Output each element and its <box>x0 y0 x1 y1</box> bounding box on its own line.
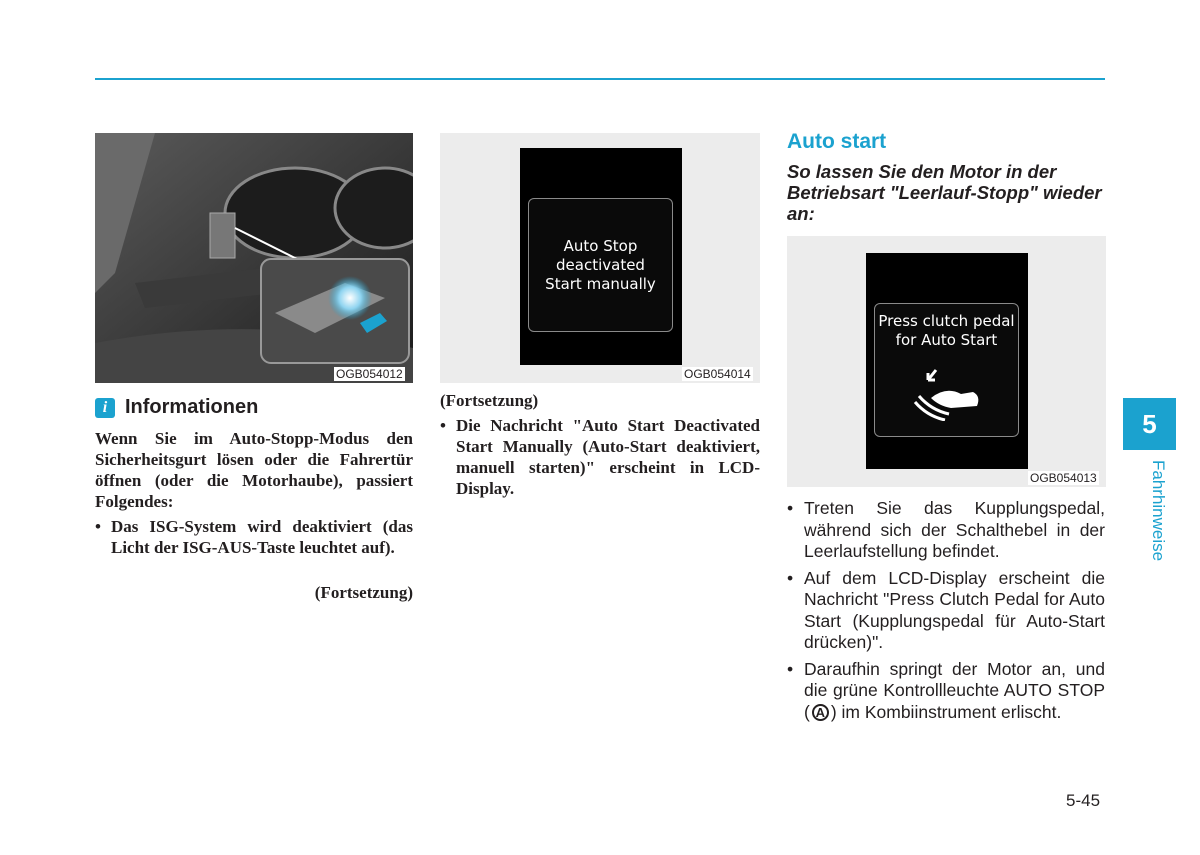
bullet-icon: • <box>95 517 101 536</box>
instruction-text-part: ) im Kombiinstrument erlischt. <box>830 701 1062 722</box>
lcd-line: Start manually <box>545 275 656 293</box>
bullet-icon: • <box>787 498 794 518</box>
console-illustration <box>95 133 413 383</box>
lcd-line: Press clutch pedal <box>878 312 1015 330</box>
instruction-text: Auf dem LCD-Display erscheint die Nachricht "Press Clutch Pedal for Auto Start (Kupplungspedal für Auto-Start drücken)". <box>804 567 1105 652</box>
info-icon: i <box>95 398 115 418</box>
chapter-label: Fahrhinweise <box>1149 460 1168 562</box>
instruction-list <box>787 498 1105 728</box>
lcd-display-figure <box>440 133 760 383</box>
lcd-line: deactivated <box>556 256 645 274</box>
info-heading <box>95 396 258 419</box>
page-number: 5-45 <box>1066 791 1101 810</box>
lcd-line: for Auto Start <box>895 331 998 349</box>
lcd-screen <box>520 148 682 365</box>
list-item <box>787 568 1105 654</box>
bullet-icon: • <box>440 416 446 435</box>
lcd-screen <box>866 253 1028 469</box>
section-title: Auto start <box>787 130 887 153</box>
figure-code: OGB054013 <box>1030 471 1097 485</box>
list-item <box>787 659 1105 724</box>
list-item <box>440 415 760 499</box>
info-bullet: Das ISG-System wird deaktiviert (das Licht der ISG-AUS-Taste leuchtet auf). <box>111 517 413 557</box>
subheading: So lassen Sie den Motor in der Betriebsart "Leerlauf-Stopp" wieder an: <box>787 161 1102 224</box>
chapter-number-tab: 5 <box>1123 398 1176 450</box>
isg-button-photo <box>95 133 413 383</box>
continued-note: (Fortsetzung) <box>440 391 539 410</box>
list-item <box>787 498 1105 563</box>
instruction-text <box>804 659 1105 724</box>
lcd-message-box <box>874 303 1019 437</box>
clutch-pedal-icon <box>911 366 991 421</box>
lcd-message-box <box>528 198 673 332</box>
continued-note: (Fortsetzung) <box>314 583 413 602</box>
info-title: Informationen <box>125 396 259 418</box>
column2-bullet: Die Nachricht "Auto Start Deactivated Start Manually (Auto-Start deaktiviert, manuell starten)" erscheint in LCD-Display. <box>456 416 760 498</box>
list-item <box>95 516 413 558</box>
instruction-text: Treten Sie das Kupplungspedal, während sich der Schalthebel in der Leerlaufstellung befindet. <box>804 498 1105 561</box>
info-intro: Wenn Sie im Auto-Stopp-Modus den Sicherheitsgurt lösen oder die Fahrertür öffnen (oder die Motorhaube), passiert Folgendes: <box>95 429 413 511</box>
info-body <box>95 428 413 558</box>
column2-body <box>440 390 760 499</box>
figure-code: OGB054014 <box>684 367 751 381</box>
lcd-clutch-figure <box>787 236 1106 487</box>
top-rule <box>95 78 1105 80</box>
bullet-icon: • <box>787 567 794 588</box>
lcd-line: Auto Stop <box>563 237 638 255</box>
bullet-icon: • <box>787 658 794 679</box>
auto-stop-icon: A <box>812 704 829 721</box>
figure-code: OGB054012 <box>336 367 403 381</box>
instruction-text-part: Daraufhin springt der Motor an, und die grüne Kontrollleuchte AUTO STOP ( <box>804 658 1105 722</box>
